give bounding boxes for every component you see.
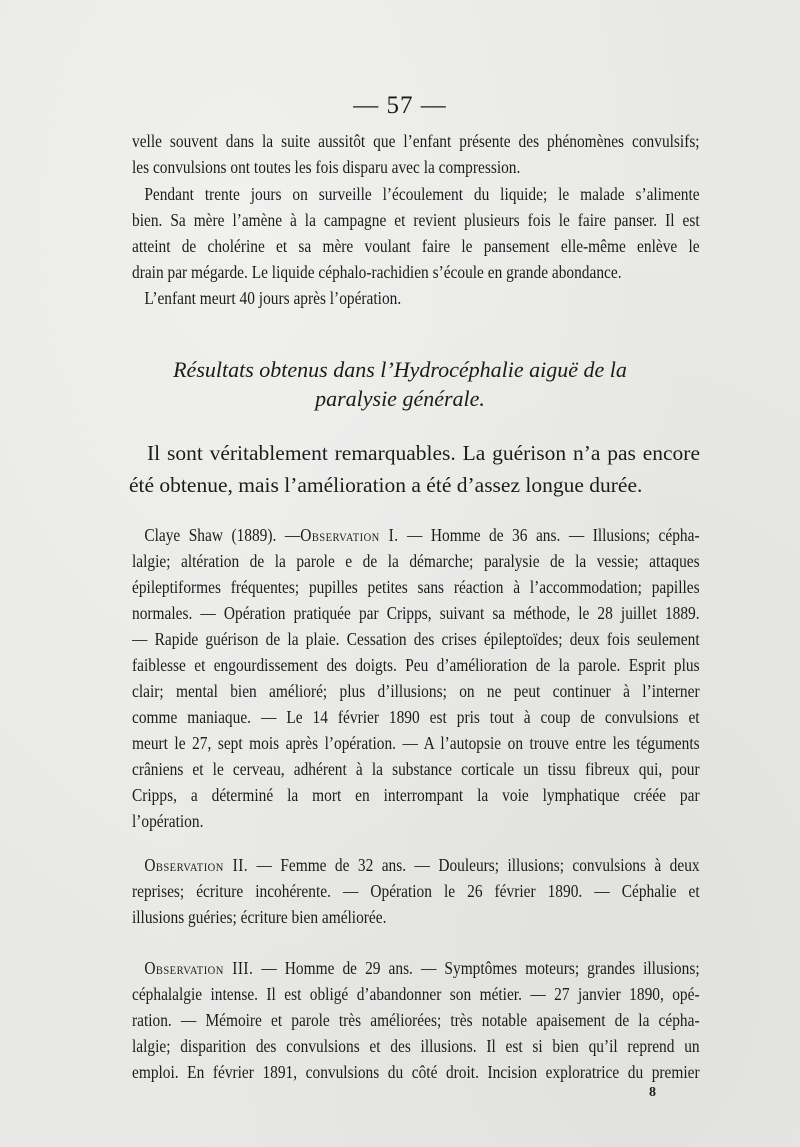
text-line: normales. — Opération pratiquée par Cripps, suivant sa méthode, le 28 juillet 1889. [132, 603, 700, 623]
observation-2 [132, 852, 700, 930]
text-line: emploi. En février 1891, convulsions du côté droit. Incision exploratrice du premier [132, 1062, 700, 1082]
text-line: Cripps, a déterminé la mort en interrompant la voie lymphatique créée par [132, 785, 700, 805]
text-line: reprises; écriture incohérente. — Opération le 26 février 1890. — Céphalie et [132, 881, 700, 901]
text-line: clair; mental bien amélioré; plus d’illusions; on ne peut continuer à l’interner [132, 681, 700, 701]
text-line: l’opération. [132, 811, 204, 831]
section-heading [0, 355, 800, 413]
observation-text: — Homme de 36 ans. — Illusions; cépha- [398, 525, 700, 545]
observation-3 [132, 955, 700, 1085]
text-line: Pendant trente jours on surveille l’écoulement du liquide; le malade s’alimente [144, 184, 700, 204]
observation-first-line [132, 522, 700, 548]
intro-paragraph [132, 128, 700, 180]
text-line: meurt le 27, sept mois après l’opération. — A l’autopsie on trouve entre les téguments [132, 733, 700, 753]
text-line: faiblesse et engourdissement des doigts. Peu d’amélioration de la parole. Esprit plus [132, 655, 700, 675]
observation-label: Observation II. [144, 855, 249, 875]
text-line: illusions guéries; écriture bien améliorée. [132, 907, 387, 927]
section-heading-line: Résultats obtenus dans l’Hydrocéphalie aiguë de la [173, 357, 627, 382]
text-line: L’enfant meurt 40 jours après l’opération. [144, 288, 402, 308]
observation-text: — Homme de 29 ans. — Symptômes moteurs; grandes illusions; [253, 958, 700, 978]
text-line: Il sont véritablement remarquables. La guérison n’a pas encore [147, 441, 700, 465]
text-line: drain par mégarde. Le liquide céphalo-rachidien s’écoule en grande abondance. [132, 262, 622, 282]
text-line: atteint de cholérine et sa mère voulant faire le pansement elle-même enlève le [132, 236, 700, 256]
text-line: ration. — Mémoire et parole très améliorées; très notable apaisement de la cépha- [132, 1010, 700, 1030]
paragraph-2 [132, 181, 700, 285]
text-line: les convulsions ont toutes les fois disparu avec la compression. [132, 157, 521, 177]
summary-paragraph [129, 437, 700, 501]
paragraph-3 [132, 285, 700, 311]
observation-1 [132, 522, 700, 834]
section-heading-line: paralysie générale. [315, 386, 485, 411]
text-line: comme maniaque. — Le 14 février 1890 est pris tout à coup de convulsions et [132, 707, 700, 727]
text-line: — Rapide guérison de la plaie. Cessation des crises épileptoïdes; deux fois seulement [132, 629, 700, 649]
text-line: lalgie; altération de la parole e de la démarche; paralysie de la vessie; attaques [132, 551, 700, 571]
text-line: épileptiformes fréquentes; pupilles petites sans réaction à l’accommodation; papilles [132, 577, 700, 597]
citation: Claye Shaw (1889). — [144, 525, 301, 545]
page-number: — 57 — [353, 92, 447, 119]
text-line: céphalalgie intense. Il est obligé d’abandonner son métier. — 27 janvier 1890, opé- [132, 984, 700, 1004]
observation-label: Observation I. [300, 525, 399, 545]
observation-label: Observation III. [144, 958, 254, 978]
text-line: velle souvent dans la suite aussitôt que l’enfant présente des phénomènes convulsifs; [132, 131, 700, 151]
observation-text: — Femme de 32 ans. — Douleurs; illusions; convulsions à deux [248, 855, 700, 875]
observation-first-line [132, 955, 700, 981]
text-line: lalgie; disparition des convulsions et des illusions. Il est si bien qu’il reprend un [132, 1036, 700, 1056]
text-line: bien. Sa mère l’amène à la campagne et revient plusieurs fois le faire panser. Il est [132, 210, 700, 230]
text-line: été obtenue, mais l’amélioration a été d’assez longue durée. [129, 473, 643, 497]
text-line: crâniens et le cerveau, adhérent à la substance corticale un tissu fibreux qui, pour [132, 759, 700, 779]
signature-mark: 8 [649, 1085, 656, 1100]
observation-first-line [132, 852, 700, 878]
